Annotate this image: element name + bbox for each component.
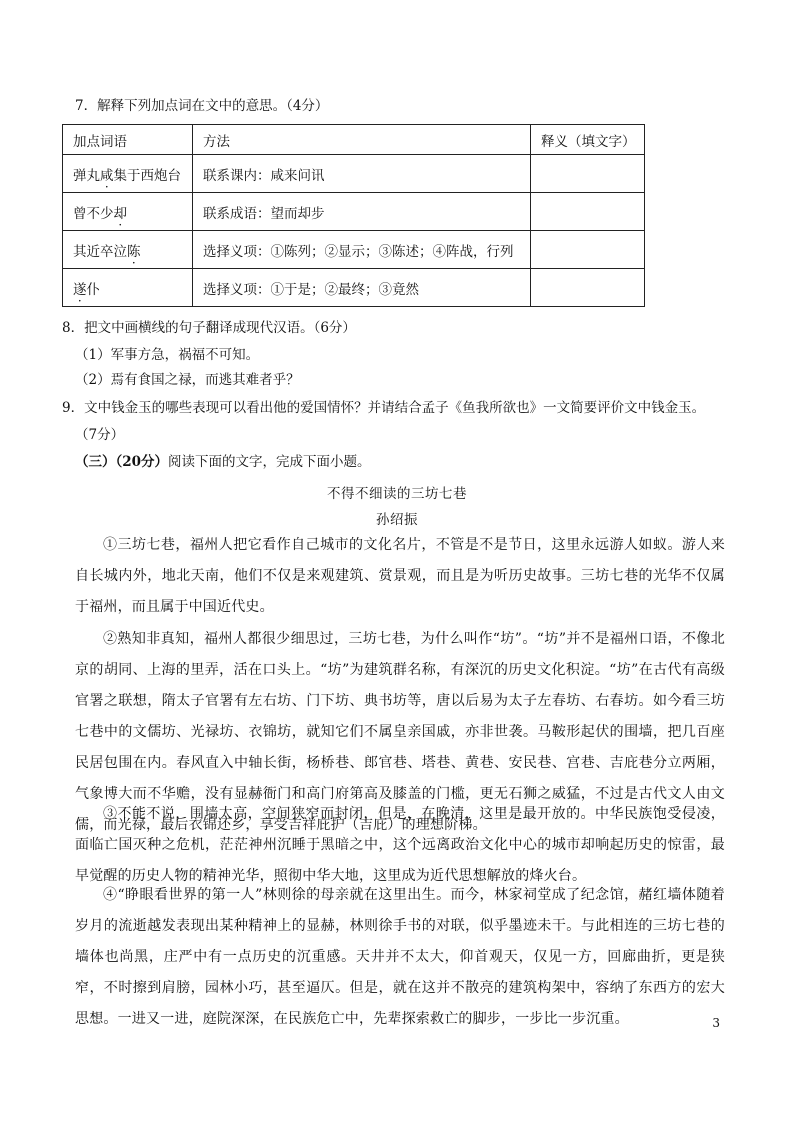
- row3-answer-cell[interactable]: [531, 231, 645, 269]
- section3-heading: [75, 452, 371, 472]
- table-row: [63, 155, 645, 193]
- q9-line-1: 9．文中钱金玉的哪些表现可以看出他的爱国情怀？并请结合孟子《鱼我所欲也》一文简要评价文中钱金玉。: [62, 400, 706, 416]
- article-author: 孙绍振: [376, 512, 418, 528]
- page-number: 3: [712, 1016, 720, 1030]
- row1-method: 联系课内：咸来问讯: [193, 155, 531, 193]
- header-method: 方法: [193, 125, 531, 155]
- row3-method: 选择义项：①陈列；②显示；③陈述；④阵战，行列: [193, 231, 531, 269]
- section3-label: （三）（20分）: [75, 454, 169, 470]
- dotted-char: 遂: [73, 281, 87, 298]
- article-title: 不得不细读的三坊七巷: [327, 486, 467, 502]
- table-row: [63, 231, 645, 269]
- row1-word: 弹丸咸集于西炮台: [63, 155, 193, 193]
- row2-answer-cell[interactable]: [531, 193, 645, 231]
- vocab-table: [62, 124, 645, 307]
- table-row: [63, 193, 645, 231]
- row4-word: 遂仆: [63, 269, 193, 307]
- row2-method: 联系成语：望而却步: [193, 193, 531, 231]
- row1-answer-cell[interactable]: [531, 155, 645, 193]
- dotted-char: 陈: [127, 243, 141, 260]
- article-paragraph-1: ①三坊七巷，福州人把它看作自己城市的文化名片，不管是不是节日，这里永远游人如蚁。游人来自长城内外，地北天南，他们不仅是来观建筑、赏景观，而且是为听历史故事。三坊七巷的光华不仅属于福州，而且属于中国近代史。: [75, 537, 725, 615]
- q8-title: 8．把文中画横线的句子翻译成现代汉语。（6分）: [62, 320, 356, 336]
- dotted-char: 咸: [100, 167, 114, 184]
- row4-method: 选择义项：①于是；②最终；③竟然: [193, 269, 531, 307]
- article-paragraph-2: ②熟知非真知，福州人都很少细思过，三坊七巷，为什么叫作“坊”。“坊”并不是福州口语，不像北京的胡同、上海的里弄，活在口头上。“坊”为建筑群名称，有深沉的历史文化积淀。“坊”在古代有高级官署之联想，隋太子官署有左右坊、门下坊、典书坊等，唐以后易为太子左春坊、右春坊。如今看三坊七巷中的文儒坊、光禄坊、衣锦坊，就知它们不属皇亲国戚，亦非世袭。马鞍形起伏的围墙，把几百座民居包围在内。春风直入中轴长街，杨桥巷、郎官巷、塔巷、黄巷、安民巷、宫巷、吉庇巷分立两厢，气象博大而不华赡，没有显赫衙门和高门府第高及膝盖的门槛，更无石狮之威猛，不过是古代文人由文儒，而光禄，最后衣锦还乡，享受吉祥庇护（吉庇）的理想阶梯。: [75, 631, 725, 833]
- q9-line-2: （7分）: [75, 427, 125, 443]
- header-word: 加点词语: [63, 125, 193, 155]
- q7-title: 7．解释下列加点词在文中的意思。（4分）: [75, 98, 329, 114]
- article-paragraph-4: ④“睁眼看世界的第一人”林则徐的母亲就在这里出生。而今，林家祠堂成了纪念馆，赭红墙体随着岁月的流逝越发表现出某种精神上的显赫，林则徐手书的对联，似乎墨迹未干。与此相连的三坊七巷的墙体也尚黑，庄严中有一点历史的沉重感。天井并不太大，仰首观天，仅见一方，回廊曲折，更是狭窄，不时擦到肩膀，园林小巧，甚至逼仄。但是，就在这并不散亮的建筑构架中，容纳了东西方的宏大思想。一进又一进，庭院深深，在民族危亡中，先辈探索救亡的脚步，一步比一步沉重。: [75, 887, 725, 1027]
- row3-word: 其近卒泣陈: [63, 231, 193, 269]
- q8-sentence-1: （1）军事方急，祸福不可知。: [75, 347, 260, 363]
- header-meaning: 释义（填文字）: [531, 125, 645, 155]
- table-header-row: [63, 125, 645, 155]
- row4-answer-cell[interactable]: [531, 269, 645, 307]
- q8-sentence-2: （2）焉有食国之禄，而逃其难者乎？: [75, 372, 300, 388]
- table-row: [63, 269, 645, 307]
- section3-instruction: 阅读下面的文字，完成下面小题。: [168, 454, 371, 470]
- article-paragraph-3: ③不能不说，围墙太高，空间狭窄而封闭，但是，在晚清，这里是最开放的。中华民族饱受侵凌，面临亡国灭种之危机，茫茫神州沉睡于黑暗之中，这个远离政治文化中心的城市却响起历史的惊雷，最早觉醒的历史人物的精神光华，照彻中华大地，这里成为近代思想解放的烽火台。: [75, 806, 725, 884]
- dotted-char: 却: [113, 205, 127, 222]
- row2-word: 曾不少却: [63, 193, 193, 231]
